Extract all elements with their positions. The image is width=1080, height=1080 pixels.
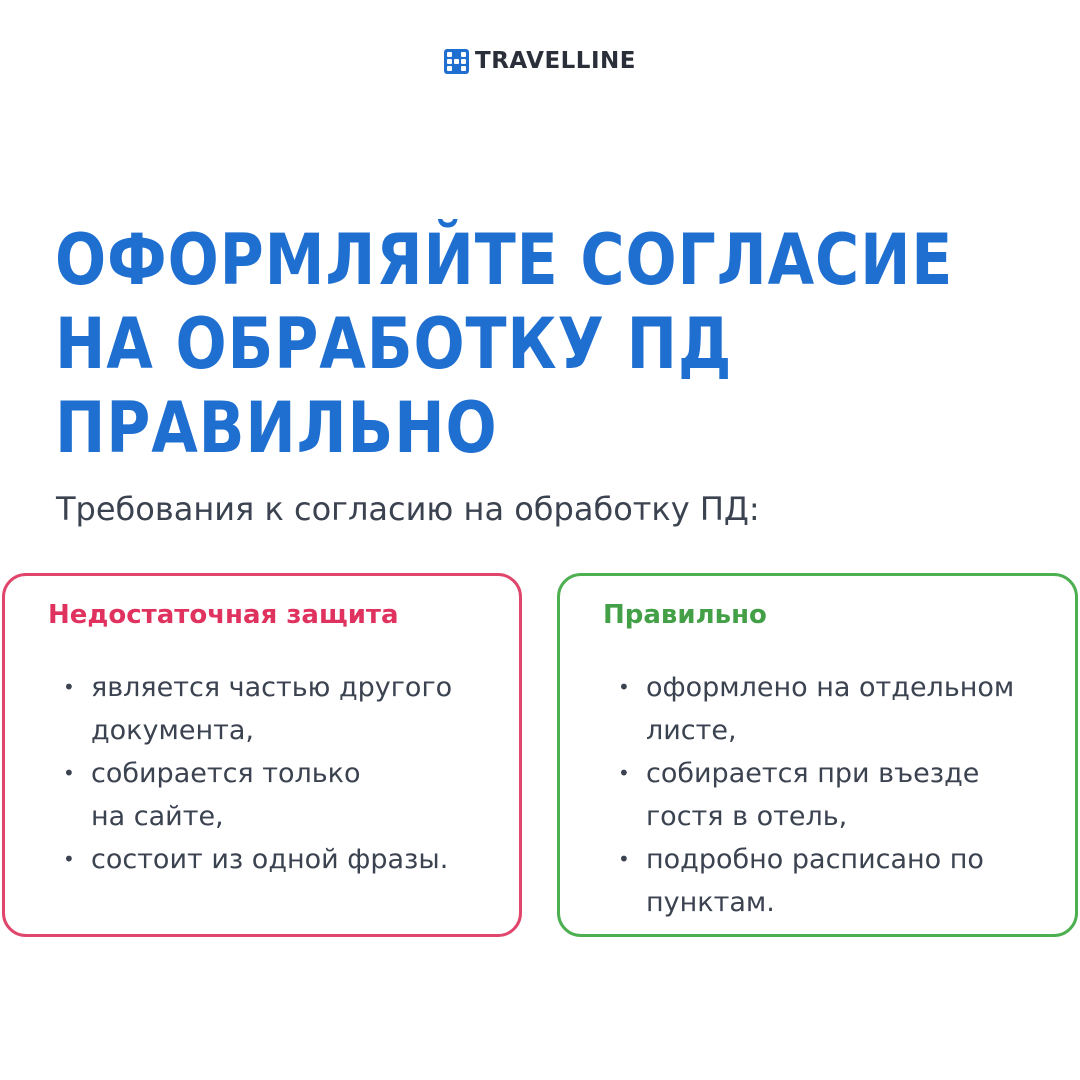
- card-title: Недостаточная защита: [48, 600, 399, 630]
- page-title: [55, 218, 954, 470]
- list-item-line: пунктам.: [646, 887, 775, 918]
- requirements-list: [618, 666, 1038, 924]
- insufficient-protection-card: [2, 573, 522, 937]
- list-item-line: подробно расписано по: [646, 844, 984, 875]
- list-item-line: является частью другого: [91, 672, 453, 703]
- list-item-line: на сайте,: [91, 801, 224, 832]
- title-line: ОФОРМЛЯЙТЕ СОГЛАСИЕ: [55, 219, 954, 301]
- bullet-icon: •: [63, 847, 75, 871]
- list-item-line: гостя в отель,: [646, 801, 848, 832]
- brand-name: TRAVELLINE: [475, 48, 636, 74]
- list-item: [63, 666, 483, 752]
- list-item-line: оформлено на отдельном: [646, 672, 1015, 703]
- list-item: [618, 838, 1038, 924]
- bullet-icon: •: [618, 847, 630, 871]
- title-line: ПРАВИЛЬНО: [55, 387, 498, 469]
- bullet-icon: •: [618, 675, 630, 699]
- brand-logo: [0, 48, 1080, 74]
- list-item: [618, 666, 1038, 752]
- bullet-icon: •: [63, 675, 75, 699]
- correct-card: [557, 573, 1078, 937]
- card-title: Правильно: [603, 600, 767, 630]
- list-item-line: собирается при въезде: [646, 758, 980, 789]
- bullet-icon: •: [63, 761, 75, 785]
- grid-logo-icon: [444, 49, 469, 74]
- subtitle: Требования к согласию на обработку ПД:: [56, 490, 760, 528]
- list-item: [618, 752, 1038, 838]
- title-line: НА ОБРАБОТКУ ПД: [55, 303, 733, 385]
- list-item-line: документа,: [91, 715, 254, 746]
- list-item: [63, 752, 483, 838]
- list-item-line: собирается только: [91, 758, 361, 789]
- requirements-list: [63, 666, 483, 881]
- bullet-icon: •: [618, 761, 630, 785]
- list-item-line: состоит из одной фразы.: [91, 844, 449, 875]
- list-item: [63, 838, 483, 881]
- list-item-line: листе,: [646, 715, 737, 746]
